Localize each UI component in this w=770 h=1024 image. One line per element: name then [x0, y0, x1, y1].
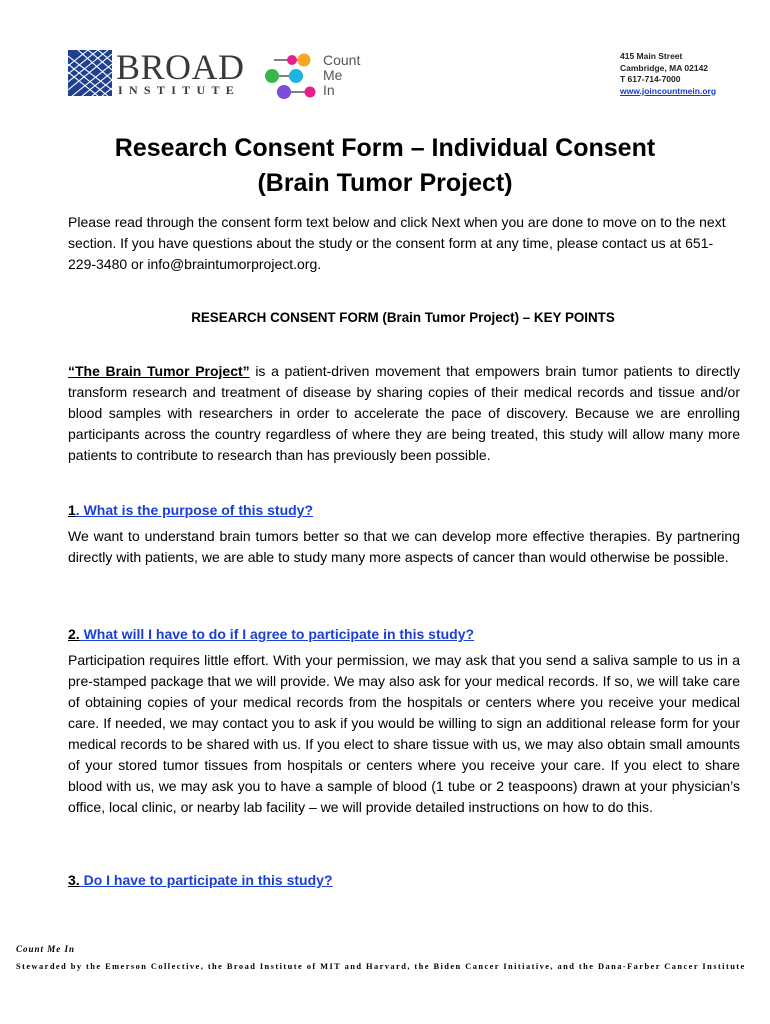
- intro-paragraph: Please read through the consent form text below and click Next when you are done to move on to the next section. If you have questions about the study or the consent form at any time, please contact us at 651-229-3480 or info@braintumorproject.org.: [68, 214, 726, 272]
- broad-wordmark: BROAD: [116, 47, 245, 87]
- footer-stewards: Stewarded by the Emerson Collective, the Broad Institute of MIT and Harvard, the Biden Cancer Initiative, and the Dana-Farber Cancer Institute: [16, 962, 746, 971]
- section-2-number: 2.: [68, 626, 80, 642]
- cmi-line-count: Count: [323, 52, 361, 68]
- section-3-link[interactable]: Do I have to participate in this study?: [79, 872, 333, 888]
- broad-grid-icon: [68, 50, 112, 96]
- section-3-number: 3.: [68, 872, 80, 888]
- key-points-heading: RESEARCH CONSENT FORM (Brain Tumor Project) – KEY POINTS: [191, 310, 615, 325]
- address-city: Cambridge, MA 02142: [620, 62, 709, 73]
- address-phone: T 617-714-7000: [620, 74, 681, 84]
- section-1-answer: We want to understand brain tumors better so that we can develop more effective therapies. By partnering directly with patients, we are able to study many more aspects of cancer than would otherwise be possible.: [68, 528, 740, 565]
- cmi-line-in: In: [323, 82, 335, 98]
- overview-lead: “The Brain Tumor Project”: [68, 363, 250, 379]
- overview-paragraph: [68, 361, 740, 466]
- page-title: [40, 131, 730, 201]
- title-line-1: Research Consent Form – Individual Consent: [114, 134, 656, 162]
- section-1-question[interactable]: [68, 501, 738, 519]
- section-2-question[interactable]: [68, 625, 738, 643]
- section-2-link[interactable]: What will I have to do if I agree to participate in this study?: [79, 626, 475, 642]
- cmi-line-me: Me: [323, 67, 343, 83]
- footer-title: Count Me In: [16, 944, 76, 954]
- count-me-in-dots-icon: [262, 50, 320, 102]
- section-3-question[interactable]: [68, 871, 738, 889]
- section-1-link[interactable]: . What is the purpose of this study?: [75, 502, 314, 518]
- section-1-number: 1: [68, 502, 76, 518]
- address-block: [620, 51, 716, 97]
- overview-text: is a patient-driven movement that empowers brain tumor patients to directly transform research and treatment of disease by sharing copies of their medical records and tissue and/or blood samples with researchers in order to accelerate the pace of discovery. Because we are enrolling participants across the country regardless of where they are being treated, this study will allow many more patients to contribute to research than has previously been possible.: [68, 363, 740, 463]
- broad-institute-logo: [68, 47, 245, 100]
- institute-wordmark: INSTITUTE: [118, 83, 241, 97]
- count-me-in-wordmark: [323, 53, 360, 98]
- title-line-2: (Brain Tumor Project): [257, 169, 513, 197]
- count-me-in-logo: [262, 50, 372, 102]
- address-street: 415 Main Street: [620, 51, 683, 61]
- website-link[interactable]: www.joincountmein.org: [620, 85, 717, 96]
- section-2-answer: Participation requires little effort. With your permission, we may ask that you send a saliva sample to us in a pre-stamped package that we will provide. We may also ask for your medical records. If so, we will take care of obtaining copies of your medical records from the hospitals or centers where you receive your medical care. If needed, we may contact you to ask if you would be willing to sign an additional release form for your medical records to be shared with us. If you elect to share tissue with us, we may also obtain small amounts of your stored tumor tissues from hospitals or centers where you receive your care. If you elect to share blood with us, we may ask you to have a sample of blood (1 tube or 2 teaspoons) drawn at your physician’s office, local clinic, or nearby lab facility – we will provide detailed instructions on how to do this.: [68, 652, 740, 815]
